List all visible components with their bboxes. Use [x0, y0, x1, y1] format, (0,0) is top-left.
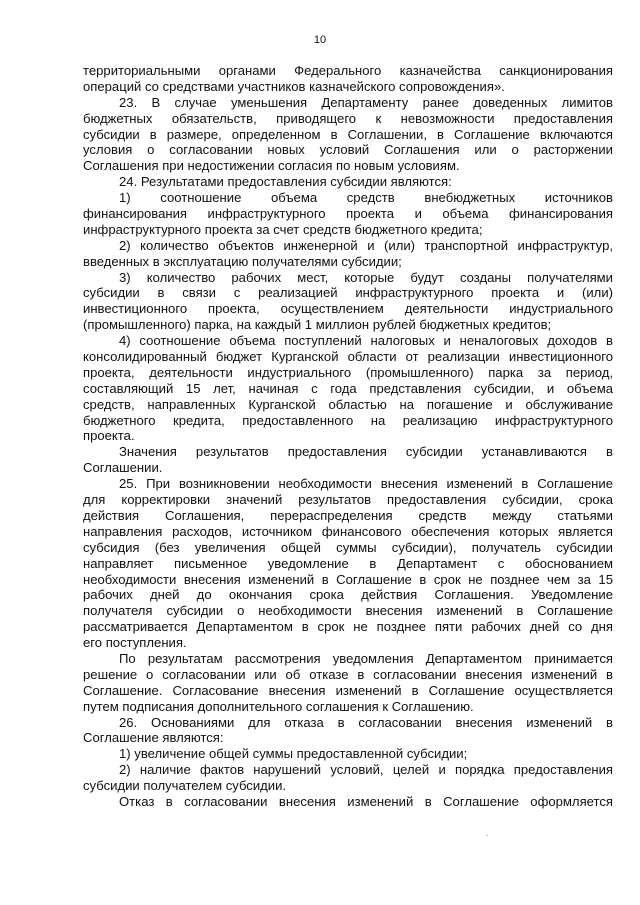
text-line: Соглашение являются: [83, 730, 224, 746]
text-line: проекта, деятельности индустриального (промышленного) парка за период, [83, 364, 613, 380]
text-line: направляет письменное уведомление в Департамент с обоснованием [83, 555, 613, 571]
text-line: 2) количество объектов инженерной и (или) транспортной инфраструктур, [119, 237, 613, 253]
text-line: бюджетного кредита, предоставленного на реализацию инфраструктурного [83, 412, 613, 428]
text-line: инфраструктурного проекта за счет средств бюджетного кредита; [83, 221, 483, 237]
text-line: введенных в эксплуатацию получателями субсидии; [83, 253, 402, 269]
text-line: территориальными органами Федерального казначейства санкционирования [83, 63, 613, 78]
text-line: 24. Результатами предоставления субсидии являются: [119, 174, 452, 190]
text-line: рассматривается Департаментом в срок не позднее пяти рабочих дней со дня [83, 619, 613, 635]
text-line: Соглашения при недостижении согласия по новым условиям. [83, 158, 460, 174]
text-line: Отказ в согласовании внесения изменений в Соглашение оформляется [119, 793, 613, 809]
text-line: субсидии в размере, определенном в Соглашении, в Соглашение включаются [83, 126, 613, 142]
text-line: его поступления. [83, 635, 187, 651]
text-line: консолидированный бюджет Курганской области от реализации инвестиционного [83, 349, 613, 365]
text-line: решение о согласовании или об отказе в согласовании внесения изменений в [83, 666, 613, 682]
text-line: составляющий 15 лет, начиная с года представления субсидии, и объема [83, 380, 613, 396]
text-line: путем подписания дополнительного соглашения к Соглашению. [83, 698, 474, 714]
text-line: Соглашение. Согласование внесения изменений в Соглашение осуществляется [83, 682, 613, 698]
text-line: (промышленного) парка, на каждый 1 миллион рублей бюджетных кредитов; [83, 317, 552, 333]
text-line: 4) соотношение объема поступлений налоговых и неналоговых доходов в [119, 333, 613, 349]
text-line: По результатам рассмотрения уведомления Департаментом принимается [119, 650, 613, 666]
text-line: Соглашении. [83, 460, 163, 476]
text-line: инвестиционного проекта, осуществлением деятельности индустриального [83, 301, 613, 317]
page-number: 10 [313, 34, 327, 46]
text-line: 23. В случае уменьшения Департаменту ранее доведенных лимитов [119, 94, 613, 110]
text-line: 25. При возникновении необходимости внесения изменений в Соглашение [119, 476, 613, 492]
text-line: направления расходов, источником финансового обеспечения которых является [83, 523, 613, 539]
text-line: для корректировки значений результатов предоставления субсидии, срока [83, 492, 613, 508]
document-body [83, 63, 613, 810]
text-line: получателя субсидии о необходимости внесения изменений в Соглашение [83, 603, 613, 619]
text-line: финансирования инфраструктурного проекта и объема финансирования [83, 206, 613, 222]
text-line: необходимости внесения изменений в Соглашение в срок не позднее чем за 15 [83, 571, 613, 587]
scan-speck [486, 835, 488, 836]
text-line: операций со средствами участников казначейского сопровождения». [83, 78, 505, 94]
text-line: рабочих дней до окончания срока действия Соглашения. Уведомление [83, 587, 613, 603]
text-line: 1) увеличение общей суммы предоставленной субсидии; [119, 746, 468, 762]
text-line: проекта. [83, 428, 135, 444]
text-line: 2) наличие фактов нарушений условий, целей и порядка предоставления [119, 762, 613, 778]
text-line: 1) соотношение объема средств внебюджетных источников [119, 190, 613, 206]
text-line: 3) количество рабочих мест, которые будут созданы получателями [119, 269, 613, 285]
text-line: действия Соглашения, перераспределения средств между статьями [83, 507, 613, 523]
text-line: условия о согласовании новых условий Соглашения или о расторжении [83, 142, 613, 158]
text-line: субсидия (без увеличения общей суммы субсидии), получатель субсидии [83, 539, 613, 555]
text-line: 26. Основаниями для отказа в согласовании внесения изменений в [119, 714, 613, 730]
text-line: Значения результатов предоставления субсидии устанавливаются в [119, 444, 613, 460]
text-line: бюджетных обязательств, приводящего к невозможности предоставления [83, 110, 613, 126]
text-line: субсидии получателем субсидии. [83, 778, 287, 794]
text-line: субсидии в связи с реализацией инфраструктурного проекта и (или) [83, 285, 613, 301]
text-line: средств, направленных Курганской областью на погашение и обслуживание [83, 396, 613, 412]
